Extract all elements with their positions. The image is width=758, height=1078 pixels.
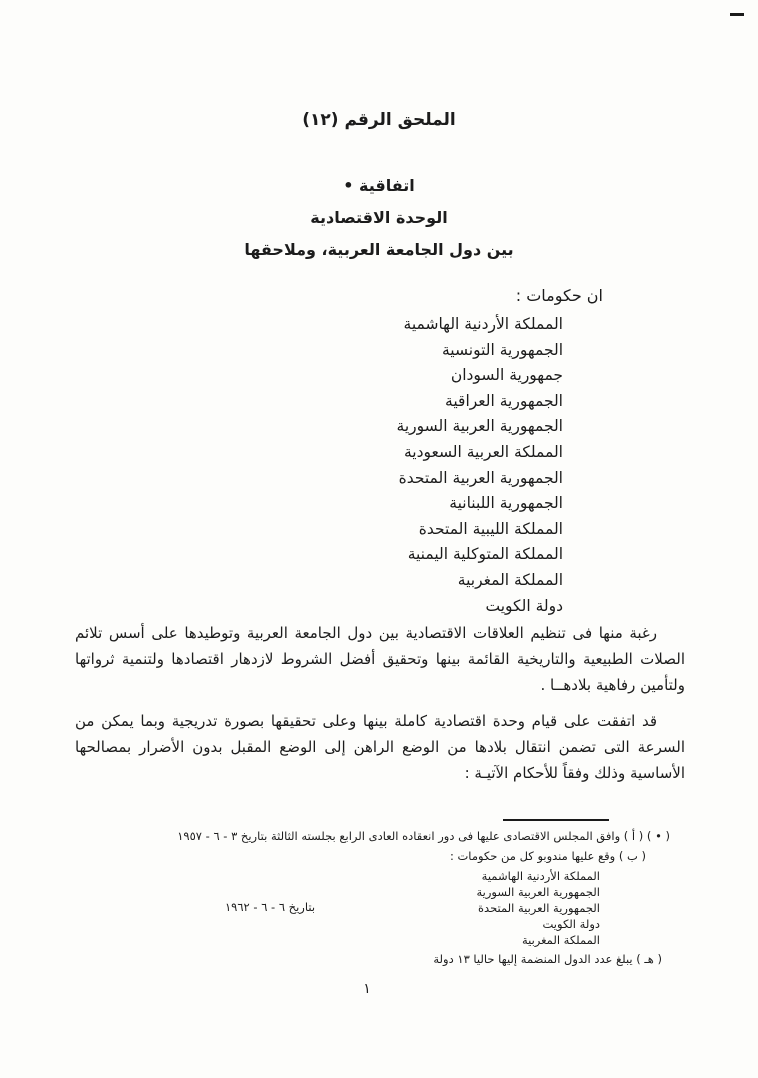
signatory-item: المملكة المغربية <box>521 933 600 947</box>
preamble-paragraph-2: قد اتفقت على قيام وحدة اقتصادية كاملة بينها وعلى تحقيقها بصورة تدريجية وبما يمكن من السرعة التى تضمن انتقال بلادها من الوضع الراهن إلى الوضع المقبل بدون الأضرار بمصالحها الأساسية وذلك وفقاً للأحكام الآتيـة : <box>75 712 685 782</box>
country-list-item: الجمهورية العراقية <box>445 391 563 410</box>
country-list-item: المملكة المتوكلية اليمنية <box>407 545 563 564</box>
country-list-item: دولة الكويت <box>485 596 563 615</box>
page-number: ١ <box>363 981 371 997</box>
footnote-member-count-note: ( هـ ) يبلغ عدد الدول المنضمة إليها حاليا ١٣ دولة <box>433 952 662 966</box>
footnotes-block <box>75 829 670 967</box>
preamble-intro: ان حكومات : <box>515 286 603 305</box>
signatory-item: المملكة الأردنية الهاشمية <box>481 869 600 883</box>
country-list-item: المملكة المغربية <box>457 570 563 589</box>
country-list-item: جمهورية السودان <box>450 366 563 385</box>
footnote-separator-rule <box>503 819 609 821</box>
doc-title: اتفاقية • <box>343 176 415 195</box>
country-list-item: الجمهورية العربية المتحدة <box>398 468 563 487</box>
country-list-item: الجمهورية التونسية <box>441 340 563 359</box>
footnote-approval-note: ( • ) ( أ ) وافق المجلس الاقتصادى عليها فى دور انعقاده العادى الرابع بجلسته الثالثة بتاريخ ٣ - ٦ - ١٩٥٧ <box>177 829 670 843</box>
country-list-item: المملكة العربية السعودية <box>403 442 563 461</box>
country-list-item: الجمهورية اللبنانية <box>449 494 563 513</box>
country-list-item: المملكة الأردنية الهاشمية <box>403 315 563 333</box>
footnote-signing-date: بتاريخ ٦ - ٦ - ١٩٦٢ <box>225 900 316 914</box>
signatory-item: الجمهورية العربية السورية <box>476 885 600 899</box>
doc-subtitle-line2: بين دول الجامعة العربية، وملاحقها <box>244 240 514 259</box>
signatory-item: دولة الكويت <box>542 917 600 931</box>
corner-dash-mark <box>730 13 744 16</box>
footnote-signature-note: ( ب ) وقع عليها مندوبو كل من حكومات : <box>449 849 646 863</box>
doc-subtitle: الوحدة الاقتصادية <box>310 208 448 227</box>
country-list <box>397 312 563 619</box>
annex-title: الملحق الرقم (١٢) <box>302 110 456 130</box>
country-list-item: المملكة الليبية المتحدة <box>418 519 563 538</box>
signatory-item: الجمهورية العربية المتحدة <box>478 901 600 915</box>
footnote-signatory-list <box>75 868 670 948</box>
preamble-paragraph-1: رغبة منها فى تنظيم العلاقات الاقتصادية بين دول الجامعة العربية وتوطيدها على أسس تلائم الصلات الطبيعية والتاريخية القائمة بينها وتحقيق أفضل الشروط لازدهار اقتصادها ولتنمية ثرواتها ولتأمين رفاهية بلادهــا . <box>75 624 685 694</box>
country-list-item: الجمهورية العربية السورية <box>396 417 563 436</box>
